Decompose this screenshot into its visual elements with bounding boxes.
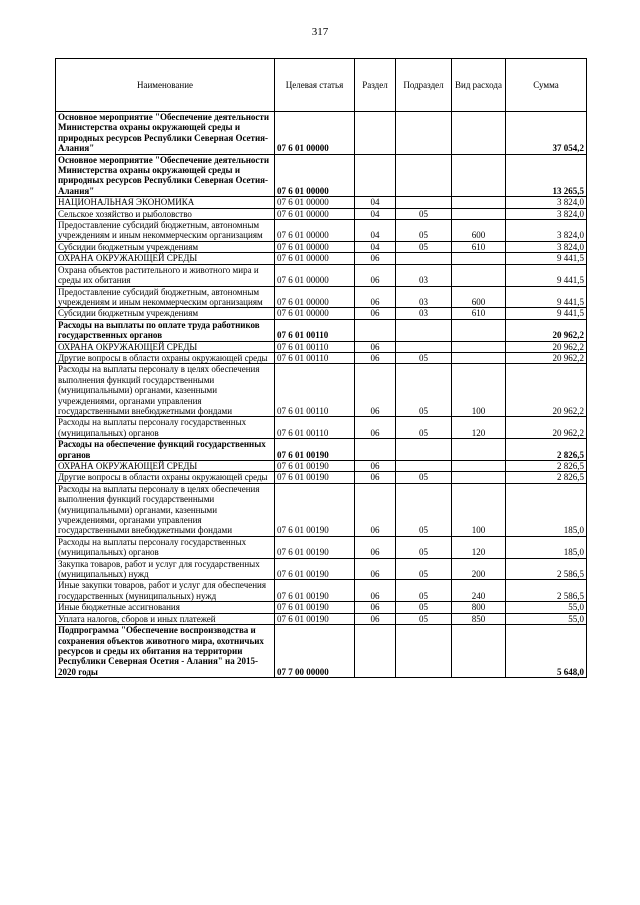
row-expense-type-cell <box>452 208 506 219</box>
row-amount-cell: 20 962,2 <box>506 319 587 341</box>
table-row <box>56 439 587 461</box>
row-target-cell: 07 6 01 00000 <box>275 154 355 197</box>
row-subsection-cell: 05 <box>396 220 452 242</box>
header-section: Раздел <box>355 59 396 112</box>
row-expense-type-cell: 850 <box>452 613 506 624</box>
row-section-cell: 06 <box>355 264 396 286</box>
row-amount-cell: 9 441,5 <box>506 264 587 286</box>
row-amount-cell: 13 265,5 <box>506 154 587 197</box>
row-section-cell <box>355 154 396 197</box>
row-expense-type-cell <box>452 264 506 286</box>
table-row <box>56 613 587 624</box>
row-subsection-cell: 05 <box>396 483 452 536</box>
row-target-cell: 07 6 01 00190 <box>275 613 355 624</box>
table-row <box>56 472 587 483</box>
row-expense-type-cell <box>452 341 506 352</box>
row-target-cell: 07 6 01 00000 <box>275 208 355 219</box>
row-section-cell: 06 <box>355 558 396 580</box>
row-amount-cell: 185,0 <box>506 483 587 536</box>
row-target-cell: 07 6 01 00190 <box>275 558 355 580</box>
row-subsection-cell <box>396 461 452 472</box>
row-section-cell: 06 <box>355 417 396 439</box>
row-subsection-cell: 05 <box>396 352 452 363</box>
row-amount-cell: 2 586,5 <box>506 580 587 602</box>
row-expense-type-cell <box>452 112 506 155</box>
row-subsection-cell <box>396 154 452 197</box>
row-expense-type-cell <box>452 319 506 341</box>
row-name-cell: Иные бюджетные ассигнования <box>56 602 275 613</box>
row-target-cell: 07 6 01 00190 <box>275 461 355 472</box>
row-expense-type-cell: 610 <box>452 241 506 252</box>
row-section-cell: 06 <box>355 286 396 308</box>
row-section-cell: 06 <box>355 602 396 613</box>
row-amount-cell: 2 586,5 <box>506 558 587 580</box>
table-row <box>56 461 587 472</box>
row-amount-cell: 20 962,2 <box>506 364 587 417</box>
row-expense-type-cell: 100 <box>452 483 506 536</box>
row-target-cell: 07 6 01 00000 <box>275 112 355 155</box>
row-section-cell: 06 <box>355 352 396 363</box>
row-section-cell: 06 <box>355 308 396 319</box>
row-amount-cell: 5 648,0 <box>506 625 587 678</box>
row-name-cell: ОХРАНА ОКРУЖАЮЩЕЙ СРЕДЫ <box>56 341 275 352</box>
table-row <box>56 319 587 341</box>
row-name-cell: Охрана объектов растительного и животного мира и среды их обитания <box>56 264 275 286</box>
header-name: Наименование <box>56 59 275 112</box>
row-name-cell: Закупка товаров, работ и услуг для государственных (муниципальных) нужд <box>56 558 275 580</box>
row-target-cell: 07 6 01 00190 <box>275 483 355 536</box>
row-subsection-cell: 05 <box>396 364 452 417</box>
row-amount-cell: 9 441,5 <box>506 286 587 308</box>
row-name-cell: Другие вопросы в области охраны окружающей среды <box>56 472 275 483</box>
row-name-cell: Расходы на обеспечение функций государственных органов <box>56 439 275 461</box>
row-amount-cell: 3 824,0 <box>506 220 587 242</box>
row-section-cell: 06 <box>355 341 396 352</box>
table-row <box>56 286 587 308</box>
table-header-row <box>56 59 587 112</box>
row-section-cell <box>355 625 396 678</box>
row-subsection-cell <box>396 112 452 155</box>
table-row <box>56 253 587 264</box>
row-name-cell: Субсидии бюджетным учреждениям <box>56 241 275 252</box>
row-expense-type-cell <box>452 253 506 264</box>
row-name-cell: Иные закупки товаров, работ и услуг для обеспечения государственных (муниципальных) нужд <box>56 580 275 602</box>
row-subsection-cell: 05 <box>396 580 452 602</box>
header-amount: Сумма <box>506 59 587 112</box>
row-section-cell <box>355 319 396 341</box>
row-target-cell: 07 6 01 00000 <box>275 253 355 264</box>
row-expense-type-cell <box>452 439 506 461</box>
row-name-cell: Расходы на выплаты персоналу государственных (муниципальных) органов <box>56 417 275 439</box>
table-row <box>56 417 587 439</box>
row-name-cell: Уплата налогов, сборов и иных платежей <box>56 613 275 624</box>
row-section-cell: 06 <box>355 472 396 483</box>
row-expense-type-cell: 600 <box>452 220 506 242</box>
row-subsection-cell <box>396 253 452 264</box>
row-target-cell: 07 6 01 00110 <box>275 417 355 439</box>
row-target-cell: 07 6 01 00110 <box>275 319 355 341</box>
row-expense-type-cell: 120 <box>452 417 506 439</box>
row-amount-cell: 3 824,0 <box>506 197 587 208</box>
row-name-cell: Предоставление субсидий бюджетным, автономным учреждениям и иным некоммерческим организациям <box>56 286 275 308</box>
row-expense-type-cell <box>452 154 506 197</box>
row-amount-cell: 55,0 <box>506 613 587 624</box>
row-name-cell: Предоставление субсидий бюджетным, автономным учреждениям и иным некоммерческим организациям <box>56 220 275 242</box>
table-row <box>56 241 587 252</box>
row-target-cell: 07 6 01 00190 <box>275 536 355 558</box>
table-row <box>56 536 587 558</box>
row-expense-type-cell <box>452 472 506 483</box>
row-expense-type-cell <box>452 197 506 208</box>
row-amount-cell: 2 826,5 <box>506 472 587 483</box>
row-amount-cell: 185,0 <box>506 536 587 558</box>
row-expense-type-cell: 100 <box>452 364 506 417</box>
row-amount-cell: 9 441,5 <box>506 308 587 319</box>
row-target-cell: 07 6 01 00000 <box>275 286 355 308</box>
row-amount-cell: 2 826,5 <box>506 439 587 461</box>
row-subsection-cell: 05 <box>396 208 452 219</box>
row-subsection-cell: 05 <box>396 472 452 483</box>
row-name-cell: ОХРАНА ОКРУЖАЮЩЕЙ СРЕДЫ <box>56 461 275 472</box>
table-row <box>56 580 587 602</box>
row-subsection-cell: 05 <box>396 613 452 624</box>
table-row <box>56 625 587 678</box>
row-expense-type-cell: 120 <box>452 536 506 558</box>
page-number: 317 <box>311 26 329 38</box>
row-target-cell: 07 6 01 00000 <box>275 220 355 242</box>
row-amount-cell: 2 826,5 <box>506 461 587 472</box>
table-row <box>56 112 587 155</box>
row-name-cell: Расходы на выплаты персоналу государственных (муниципальных) органов <box>56 536 275 558</box>
row-amount-cell: 55,0 <box>506 602 587 613</box>
row-expense-type-cell <box>452 625 506 678</box>
row-section-cell <box>355 439 396 461</box>
row-amount-cell: 3 824,0 <box>506 208 587 219</box>
row-target-cell: 07 6 01 00110 <box>275 352 355 363</box>
row-amount-cell: 20 962,2 <box>506 341 587 352</box>
row-amount-cell: 9 441,5 <box>506 253 587 264</box>
row-amount-cell: 37 054,2 <box>506 112 587 155</box>
row-amount-cell: 3 824,0 <box>506 241 587 252</box>
row-target-cell: 07 6 01 00190 <box>275 602 355 613</box>
row-target-cell: 07 6 01 00190 <box>275 439 355 461</box>
row-section-cell: 06 <box>355 364 396 417</box>
row-section-cell: 06 <box>355 536 396 558</box>
row-section-cell: 06 <box>355 253 396 264</box>
row-section-cell <box>355 112 396 155</box>
row-expense-type-cell <box>452 461 506 472</box>
table-body <box>56 112 587 678</box>
row-target-cell: 07 6 01 00190 <box>275 580 355 602</box>
table-row <box>56 602 587 613</box>
header-expense-type: Вид расхода <box>452 59 506 112</box>
row-subsection-cell: 05 <box>396 558 452 580</box>
table-row <box>56 364 587 417</box>
row-expense-type-cell: 800 <box>452 602 506 613</box>
row-target-cell: 07 6 01 00000 <box>275 264 355 286</box>
row-amount-cell: 20 962,2 <box>506 417 587 439</box>
row-name-cell: Другие вопросы в области охраны окружающей среды <box>56 352 275 363</box>
row-subsection-cell <box>396 197 452 208</box>
row-subsection-cell: 05 <box>396 536 452 558</box>
row-section-cell: 06 <box>355 580 396 602</box>
row-name-cell: Расходы на выплаты персоналу в целях обеспечения выполнения функций государственными (муниципальными) органами, казенными учреждениями, органами управления государственными внебюджетными фондами <box>56 364 275 417</box>
table-row <box>56 352 587 363</box>
row-name-cell: ОХРАНА ОКРУЖАЮЩЕЙ СРЕДЫ <box>56 253 275 264</box>
row-target-cell: 07 6 01 00000 <box>275 308 355 319</box>
row-target-cell: 07 6 01 00000 <box>275 241 355 252</box>
row-section-cell: 04 <box>355 208 396 219</box>
row-section-cell: 06 <box>355 613 396 624</box>
row-name-cell: Основное мероприятие "Обеспечение деятельности Министерства охраны окружающей среды и природных ресурсов Республики Северная Осетия-Алания" <box>56 154 275 197</box>
row-subsection-cell: 03 <box>396 264 452 286</box>
row-subsection-cell <box>396 341 452 352</box>
row-target-cell: 07 6 01 00000 <box>275 197 355 208</box>
row-subsection-cell <box>396 439 452 461</box>
table-row <box>56 208 587 219</box>
row-subsection-cell <box>396 319 452 341</box>
row-name-cell: Расходы на выплаты по оплате труда работников государственных органов <box>56 319 275 341</box>
row-expense-type-cell: 200 <box>452 558 506 580</box>
table-row <box>56 154 587 197</box>
table-row <box>56 483 587 536</box>
row-target-cell: 07 6 01 00110 <box>275 341 355 352</box>
row-subsection-cell: 03 <box>396 286 452 308</box>
row-expense-type-cell: 610 <box>452 308 506 319</box>
table-row <box>56 197 587 208</box>
row-expense-type-cell: 600 <box>452 286 506 308</box>
row-section-cell: 06 <box>355 483 396 536</box>
table-row <box>56 308 587 319</box>
row-name-cell: Расходы на выплаты персоналу в целях обеспечения выполнения функций государственными (муниципальными) органами, казенными учреждениями, органами управления государственными внебюджетными фондами <box>56 483 275 536</box>
row-name-cell: Подпрограмма "Обеспечение воспроизводства и сохранения объектов животного мира, охотничьих ресурсов и среды их обитания на территории Республики Северная Осетия - Алания" на 2015-2020 годы <box>56 625 275 678</box>
row-name-cell: Основное мероприятие "Обеспечение деятельности Министерства охраны окружающей среды и природных ресурсов Республики Северная Осетия-Алания" <box>56 112 275 155</box>
row-section-cell: 06 <box>355 461 396 472</box>
table-row <box>56 558 587 580</box>
row-subsection-cell: 03 <box>396 308 452 319</box>
row-section-cell: 04 <box>355 197 396 208</box>
row-subsection-cell: 05 <box>396 241 452 252</box>
row-target-cell: 07 6 01 00190 <box>275 472 355 483</box>
row-subsection-cell: 05 <box>396 602 452 613</box>
row-target-cell: 07 7 00 00000 <box>275 625 355 678</box>
table-row <box>56 264 587 286</box>
table-row <box>56 341 587 352</box>
table-row <box>56 220 587 242</box>
row-name-cell: Сельское хозяйство и рыболовство <box>56 208 275 219</box>
row-name-cell: Субсидии бюджетным учреждениям <box>56 308 275 319</box>
budget-table <box>55 58 587 678</box>
row-target-cell: 07 6 01 00110 <box>275 364 355 417</box>
row-subsection-cell <box>396 625 452 678</box>
row-section-cell: 04 <box>355 220 396 242</box>
row-expense-type-cell <box>452 352 506 363</box>
row-amount-cell: 20 962,2 <box>506 352 587 363</box>
header-subsection: Подраздел <box>396 59 452 112</box>
row-name-cell: НАЦИОНАЛЬНАЯ ЭКОНОМИКА <box>56 197 275 208</box>
header-target: Целевая статья <box>275 59 355 112</box>
row-section-cell: 04 <box>355 241 396 252</box>
row-subsection-cell: 05 <box>396 417 452 439</box>
row-expense-type-cell: 240 <box>452 580 506 602</box>
